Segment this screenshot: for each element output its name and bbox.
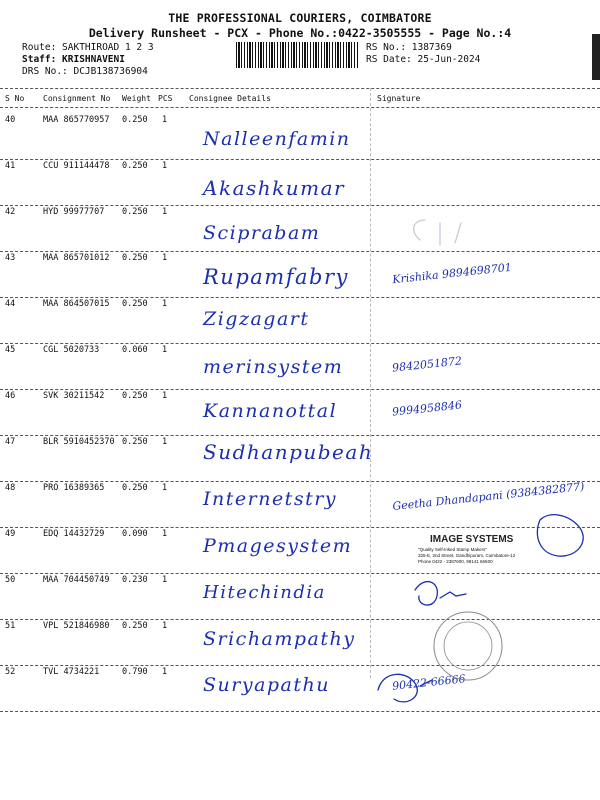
row-divider	[0, 435, 600, 436]
pcs-cell: 1	[162, 345, 168, 355]
row-divider	[0, 665, 600, 666]
sno-cell: 46	[5, 391, 16, 401]
drs-label: DRS No.: DCJB138736904	[22, 66, 148, 77]
consignee-handwriting: Rupamfabry	[203, 265, 349, 289]
route-label: Route: SAKTHIROAD 1 2 3	[22, 42, 154, 53]
pcs-cell: 1	[162, 299, 168, 309]
consignment-cell: EDQ 14432729	[43, 529, 105, 539]
pcs-cell: 1	[162, 667, 168, 677]
consignee-handwriting: Internetstry	[203, 488, 338, 510]
pcs-cell: 1	[162, 621, 168, 631]
weight-cell: 0.250	[122, 391, 148, 401]
header-divider-bottom	[0, 107, 600, 108]
consignment-cell: CGL 5020733	[43, 345, 100, 355]
weight-cell: 0.250	[122, 207, 148, 217]
round-seal	[434, 612, 502, 680]
row-divider	[0, 343, 600, 344]
col-header-signature: Signature	[377, 94, 421, 103]
row-divider	[0, 251, 600, 252]
pcs-cell: 1	[162, 253, 168, 263]
company-stamp	[400, 526, 545, 572]
col-header-pcs: PCS	[158, 94, 173, 103]
sno-cell: 52	[5, 667, 16, 677]
weight-cell: 0.250	[122, 621, 148, 631]
sno-cell: 42	[5, 207, 16, 217]
sno-cell: 49	[5, 529, 16, 539]
consignee-handwriting: Akashkumar	[203, 176, 346, 200]
stamp-line1: "Quality Self-Inked Stamp Makers"	[418, 547, 487, 552]
pcs-cell: 1	[162, 575, 168, 585]
stamp-line3: Phone 0422 - 2387600, 98141 66500	[418, 559, 493, 564]
consignment-cell: PRO 16389365	[43, 483, 105, 493]
sno-cell: 41	[5, 161, 16, 171]
weight-cell: 0.090	[122, 529, 148, 539]
consignee-handwriting: Zigzagart	[203, 308, 310, 330]
consignment-cell: MAA 704450749	[43, 575, 110, 585]
stamp-details	[418, 547, 548, 565]
consignment-cell: SVK 30211542	[43, 391, 105, 401]
row-divider	[0, 389, 600, 390]
consignment-cell: MAA 864507015	[43, 299, 110, 309]
sno-cell: 40	[5, 115, 16, 125]
row-divider	[0, 573, 600, 574]
signature-handwriting: 9994958846	[391, 398, 463, 419]
runsheet-title: THE PROFESSIONAL COURIERS, COIMBATORE	[168, 11, 432, 25]
col-header-sno: S No	[5, 94, 25, 103]
weight-cell: 0.230	[122, 575, 148, 585]
weight-cell: 0.060	[122, 345, 148, 355]
consignment-cell: MAA 865701012	[43, 253, 110, 263]
pcs-cell: 1	[162, 391, 168, 401]
signature-handwriting: 9842051872	[391, 354, 463, 375]
barcode-image	[236, 42, 358, 68]
sno-cell: 43	[5, 253, 16, 263]
row-divider	[0, 205, 600, 206]
stamp-line2: 325-E, 2nd Street, Gandhipuram, Coimbatore-12	[418, 553, 516, 558]
pcs-cell: 1	[162, 161, 168, 171]
stamp-title: IMAGE SYSTEMS	[430, 534, 514, 545]
consignee-handwriting: Srichampathy	[203, 628, 356, 650]
weight-cell: 0.250	[122, 161, 148, 171]
round-seal-inner	[444, 622, 492, 670]
sno-cell: 44	[5, 299, 16, 309]
signature-column-guide	[370, 88, 372, 678]
consignment-cell: TVL 4734221	[43, 667, 100, 677]
sno-cell: 48	[5, 483, 16, 493]
faded-signature-42	[414, 220, 461, 245]
signature-handwriting: 90422-66666	[391, 672, 467, 693]
weight-cell: 0.250	[122, 115, 148, 125]
consignee-handwriting: Sudhanpubeah	[203, 440, 374, 464]
row-divider	[0, 297, 600, 298]
consignee-handwriting: merinsystem	[203, 356, 344, 378]
consignee-handwriting: Suryapathu	[203, 674, 330, 696]
sno-cell: 51	[5, 621, 16, 631]
consignment-cell: BLR 5910452370	[43, 437, 115, 447]
col-header-consignee: Consignee Details	[189, 94, 271, 103]
pcs-cell: 1	[162, 207, 168, 217]
pcs-cell: 1	[162, 529, 168, 539]
header-divider-top	[0, 88, 600, 89]
margin-mark	[592, 34, 600, 80]
pcs-cell: 1	[162, 437, 168, 447]
consignee-handwriting: Nalleenfamin	[203, 128, 351, 150]
consignee-handwriting: Pmagesystem	[203, 535, 353, 557]
sno-cell: 45	[5, 345, 16, 355]
sno-cell: 50	[5, 575, 16, 585]
signature-handwriting: Geetha Dhandapani (9384382877)	[391, 479, 585, 514]
pcs-cell: 1	[162, 483, 168, 493]
consignee-handwriting: Kannanottal	[203, 400, 338, 422]
rs-date: RS Date: 25-Jun-2024	[366, 54, 481, 65]
rs-number: RS No.: 1387369	[366, 42, 452, 53]
col-header-consignment: Consignment No	[43, 94, 111, 103]
row-divider	[0, 159, 600, 160]
runsheet-subtitle: Delivery Runsheet - PCX - Phone No.:0422-3505555 - Page No.:4	[88, 26, 512, 40]
consignment-cell: VPL 521846980	[43, 621, 110, 631]
weight-cell: 0.250	[122, 253, 148, 263]
consignee-handwriting: Sciprabam	[203, 222, 321, 244]
signature-handwriting: Krishika 9894698701	[391, 260, 513, 287]
consignee-handwriting: Hitechindia	[203, 582, 326, 603]
weight-cell: 0.250	[122, 437, 148, 447]
row-divider	[0, 619, 600, 620]
consignment-cell: MAA 865770957	[43, 115, 110, 125]
row-divider	[0, 711, 600, 712]
staff-label: Staff: KRISHNAVENI	[22, 54, 125, 65]
weight-cell: 0.250	[122, 299, 148, 309]
sno-cell: 47	[5, 437, 16, 447]
weight-cell: 0.790	[122, 667, 148, 677]
col-header-weight: Weight	[122, 94, 151, 103]
pcs-cell: 1	[162, 115, 168, 125]
row-divider	[0, 481, 600, 482]
signature-scribble-50	[415, 582, 466, 605]
consignment-cell: HYD 99977707	[43, 207, 105, 217]
consignment-cell: CCU 911144478	[43, 161, 110, 171]
weight-cell: 0.250	[122, 483, 148, 493]
